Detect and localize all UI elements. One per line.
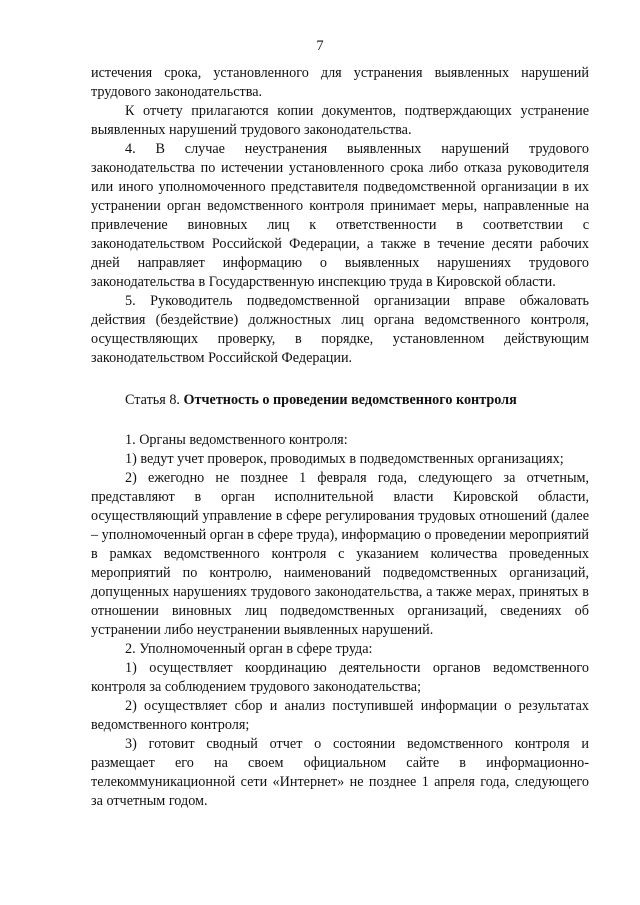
article-title: Отчетность о проведении ведомственного контроля <box>183 392 517 408</box>
page-number: 7 <box>316 38 324 54</box>
paragraph-section-1: 1. Органы ведомственного контроля: <box>125 432 348 448</box>
paragraph-section-2: 2. Уполномоченный орган в сфере труда: <box>125 641 373 657</box>
paragraph-section-2-item-2: 2) осуществляет сбор и анализ поступившей информации о результатах ведомственного контроля; <box>91 698 589 733</box>
paragraph-section-2-item-1: 1) осуществляет координацию деятельности органов ведомственного контроля за соблюдением трудового законодательства; <box>91 660 589 695</box>
article-prefix: Статья 8. <box>125 392 180 408</box>
paragraph-section-2-item-3: 3) готовит сводный отчет о состоянии ведомственного контроля и размещает его на своем официальном сайте в информационно-телекоммуникационной сети «Интернет» не позднее 1 апреля года, следующего за отчетным годом. <box>91 736 589 809</box>
paragraph-item-4: 4. В случае неустранения выявленных нарушений трудового законодательства по истечении установленного срока либо отказа руководителя или иного уполномоченного представителя подведомственной организации в их устранении орган ведомственного контроля принимает меры, направленные на привлечение виновных лиц к ответственности в соответствии с законодательством Российской Федерации, а также в течение десяти рабочих дней направляет информацию о выявленных нарушениях трудового законодательства в Государственную инспекцию труда в Кировской области. <box>91 141 589 290</box>
paragraph-section-1-item-2: 2) ежегодно не позднее 1 февраля года, следующего за отчетным, представляют в орган исполнительной власти Кировской области, осуществляющий управление в сфере регулирования трудовых отношений (далее – уполномоченный орган в сфере труда), информацию о проведении мероприятий в рамках ведомственного контроля с указанием количества проведенных мероприятий по контролю, наименований подведомственных организаций, допущенных нарушениях трудового законодательства, а также мерах, принятых в отношении виновных лиц подведомственных организаций, сведениях об устранении либо неустранении выявленных нарушений. <box>91 470 589 638</box>
paragraph-section-1-item-1: 1) ведут учет проверок, проводимых в подведомственных организациях; <box>125 451 564 467</box>
document-body <box>91 64 589 811</box>
paragraph-attachments: К отчету прилагаются копии документов, подтверждающих устранение выявленных нарушений трудового законодательства. <box>91 103 589 138</box>
article-heading <box>91 391 589 410</box>
paragraph-continuation: истечения срока, установленного для устранения выявленных нарушений трудового законодательства. <box>91 65 589 100</box>
paragraph-item-5: 5. Руководитель подведомственной организации вправе обжаловать действия (бездействие) должностных лиц органа ведомственного контроля, осуществляющих проверку, в порядке, установленном действующим законодательством Российской Федерации. <box>91 293 589 366</box>
